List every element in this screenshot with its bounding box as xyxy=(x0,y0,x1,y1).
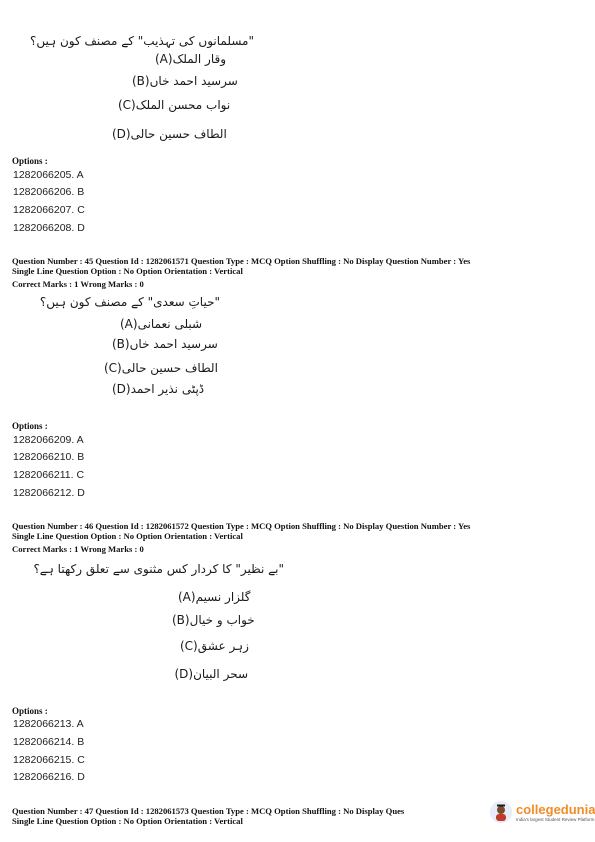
q45-option-b: (B)سرسید احمد خاں xyxy=(112,337,218,351)
q46-options-label: Options : xyxy=(12,706,48,716)
q44-option-id-a: 1282066205. A xyxy=(13,169,84,181)
q45-meta-line2: Single Line Question Option : No Option Orientation : Vertical xyxy=(12,266,243,276)
q44-option-id-b: 1282066206. B xyxy=(13,186,85,198)
q44-option-id-d: 1282066208. D xyxy=(13,222,85,234)
q46-option-id-c: 1282066215. C xyxy=(13,754,85,766)
q44-options-label: Options : xyxy=(12,156,48,166)
brand-tagline: India's largest Student Review Platform xyxy=(516,817,595,822)
q45-option-d: (D)ڈپٹی نذیر احمد xyxy=(112,382,205,396)
q46-option-id-d: 1282066216. D xyxy=(13,771,85,783)
q46-option-id-b: 1282066214. B xyxy=(13,736,85,748)
q46-question-text: "بے نظیر" کا کردار کس مثنوی سے تعلق رکھتا ہے؟ xyxy=(33,562,284,576)
q47-meta-line2: Single Line Question Option : No Option Orientation : Vertical xyxy=(12,816,243,826)
q45-options-label: Options : xyxy=(12,421,48,431)
q44-question-text: "مسلمانوں کی تہذیب" کے مصنف کون ہیں؟ xyxy=(30,34,254,48)
q46-option-id-a: 1282066213. A xyxy=(13,718,84,730)
q47-meta-line1: Question Number : 47 Question Id : 1282061573 Question Type : MCQ Option Shuffling : No Display Ques xyxy=(12,806,405,816)
q45-option-a: (A)شبلی نعمانی xyxy=(120,317,203,331)
q46-meta-line2: Single Line Question Option : No Option Orientation : Vertical xyxy=(12,531,243,541)
q45-option-id-d: 1282066212. D xyxy=(13,487,85,499)
brand-name: collegedunia xyxy=(516,802,595,817)
q45-option-id-c: 1282066211. C xyxy=(13,469,85,481)
q44-option-a: (A)وقار الملک xyxy=(154,52,226,66)
q44-option-b: (B)سرسید احمد خاں xyxy=(132,74,238,88)
q45-option-id-b: 1282066210. B xyxy=(13,451,85,463)
q46-marks: Correct Marks : 1 Wrong Marks : 0 xyxy=(12,544,144,554)
q46-meta-line1: Question Number : 46 Question Id : 1282061572 Question Type : MCQ Option Shuffling : No Display Question Number : Yes xyxy=(12,521,471,531)
q44-option-c: (C)نواب محسن الملک xyxy=(118,98,231,112)
q46-option-d: (D)سحر البیان xyxy=(174,667,248,681)
q45-option-c: (C)الطاف حسین حالی xyxy=(104,361,218,375)
q46-option-c: (C)زہر عشق xyxy=(180,639,249,653)
collegedunia-watermark xyxy=(490,801,595,823)
q44-option-d: (D)الطاف حسین حالی xyxy=(112,127,227,141)
q46-option-b: (B)خواب و خیال xyxy=(172,613,255,627)
student-avatar-logo-icon xyxy=(490,801,512,823)
q46-option-a: (A)گلزار نسیم xyxy=(178,590,251,604)
q44-option-id-c: 1282066207. C xyxy=(13,204,85,216)
q45-option-id-a: 1282066209. A xyxy=(13,434,84,446)
q45-question-text: "حیاتِ سعدی" کے مصنف کون ہیں؟ xyxy=(39,295,220,309)
q45-meta-line1: Question Number : 45 Question Id : 1282061571 Question Type : MCQ Option Shuffling : No Display Question Number : Yes xyxy=(12,256,471,266)
q45-marks: Correct Marks : 1 Wrong Marks : 0 xyxy=(12,279,144,289)
